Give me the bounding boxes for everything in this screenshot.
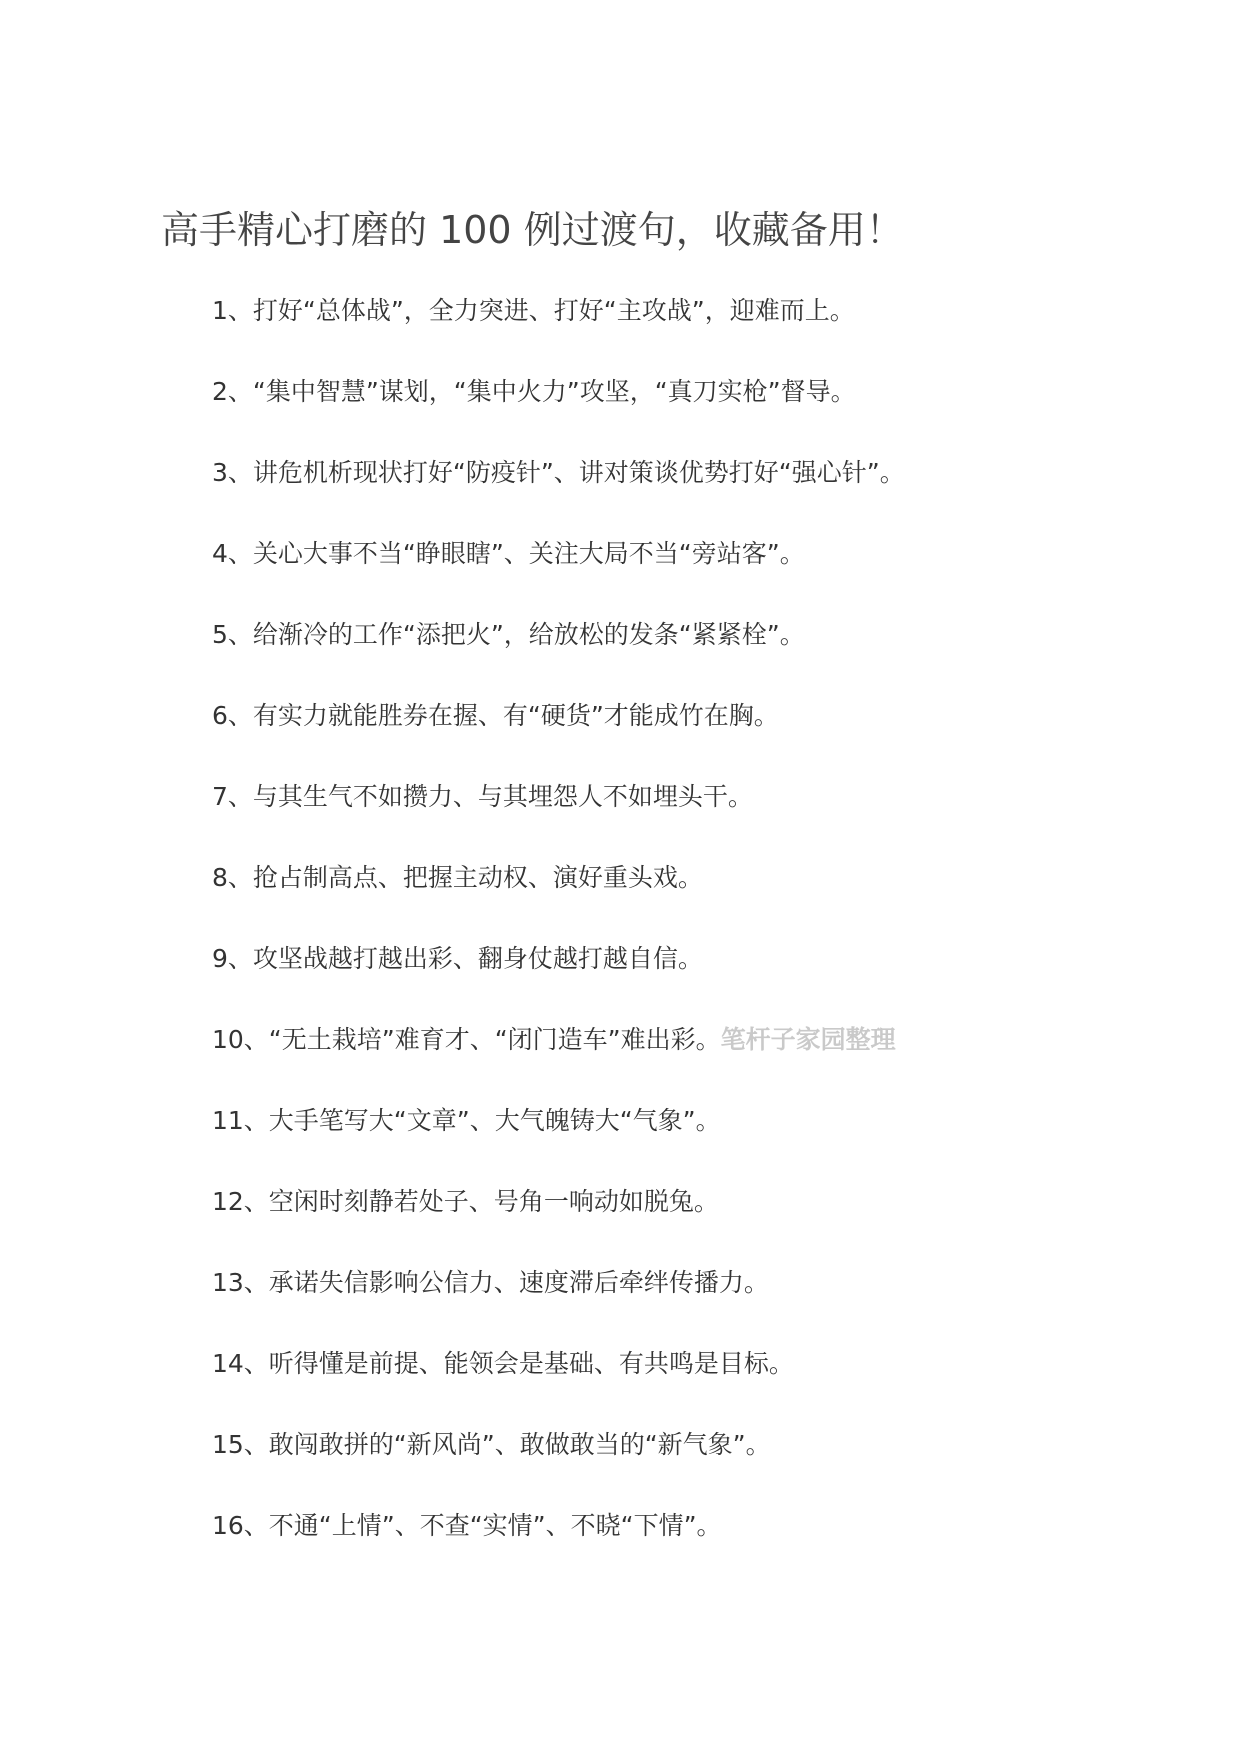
item-text: 7、与其生气不如攒力、与其埋怨人不如埋头干。	[212, 782, 753, 811]
item-text: 5、给渐冷的工作“添把火”，给放松的发条“紧紧栓”。	[212, 620, 805, 649]
item-text: 10、“无土栽培”难育才、“闭门造车”难出彩。	[212, 1025, 721, 1054]
item-text: 8、抢占制高点、把握主动权、演好重头戏。	[212, 863, 703, 892]
item-text: 1、打好“总体战”，全力突进、打好“主攻战”，迎难而上。	[212, 296, 855, 325]
list-item	[212, 1323, 1192, 1404]
item-text: 13、承诺失信影响公信力、速度滞后牵绊传播力。	[212, 1268, 769, 1297]
item-text: 4、关心大事不当“睁眼瞎”、关注大局不当“旁站客”。	[212, 539, 805, 568]
item-text: 14、听得懂是前提、能领会是基础、有共鸣是目标。	[212, 1349, 794, 1378]
transition-sentence-list	[212, 270, 1192, 1566]
page-title: 高手精心打磨的 100 例过渡句，收藏备用！	[161, 208, 904, 252]
list-item	[212, 594, 1192, 675]
list-item	[212, 1485, 1192, 1566]
list-item	[212, 351, 1192, 432]
item-text: 3、讲危机析现状打好“防疫针”、讲对策谈优势打好“强心针”。	[212, 458, 905, 487]
list-item	[212, 1242, 1192, 1323]
list-item	[212, 1080, 1192, 1161]
list-item	[212, 999, 1192, 1080]
item-text: 2、“集中智慧”谋划，“集中火力”攻坚，“真刀实枪”督导。	[212, 377, 856, 406]
item-text: 11、大手笔写大“文章”、大气魄铸大“气象”。	[212, 1106, 721, 1135]
list-item	[212, 756, 1192, 837]
list-item	[212, 1404, 1192, 1485]
item-text: 12、空闲时刻静若处子、号角一响动如脱兔。	[212, 1187, 719, 1216]
item-text: 16、不通“上情”、不查“实情”、不晓“下情”。	[212, 1511, 722, 1540]
item-text: 9、攻坚战越打越出彩、翻身仗越打越自信。	[212, 944, 703, 973]
item-text: 6、有实力就能胜券在握、有“硬货”才能成竹在胸。	[212, 701, 779, 730]
watermark-text: 笔杆子家园整理	[720, 1025, 896, 1054]
list-item	[212, 918, 1192, 999]
list-item	[212, 432, 1192, 513]
list-item	[212, 837, 1192, 918]
list-item	[212, 513, 1192, 594]
item-text: 15、敢闯敢拼的“新风尚”、敢做敢当的“新气象”。	[212, 1430, 771, 1459]
list-item	[212, 1161, 1192, 1242]
list-item	[212, 270, 1192, 351]
list-item	[212, 675, 1192, 756]
